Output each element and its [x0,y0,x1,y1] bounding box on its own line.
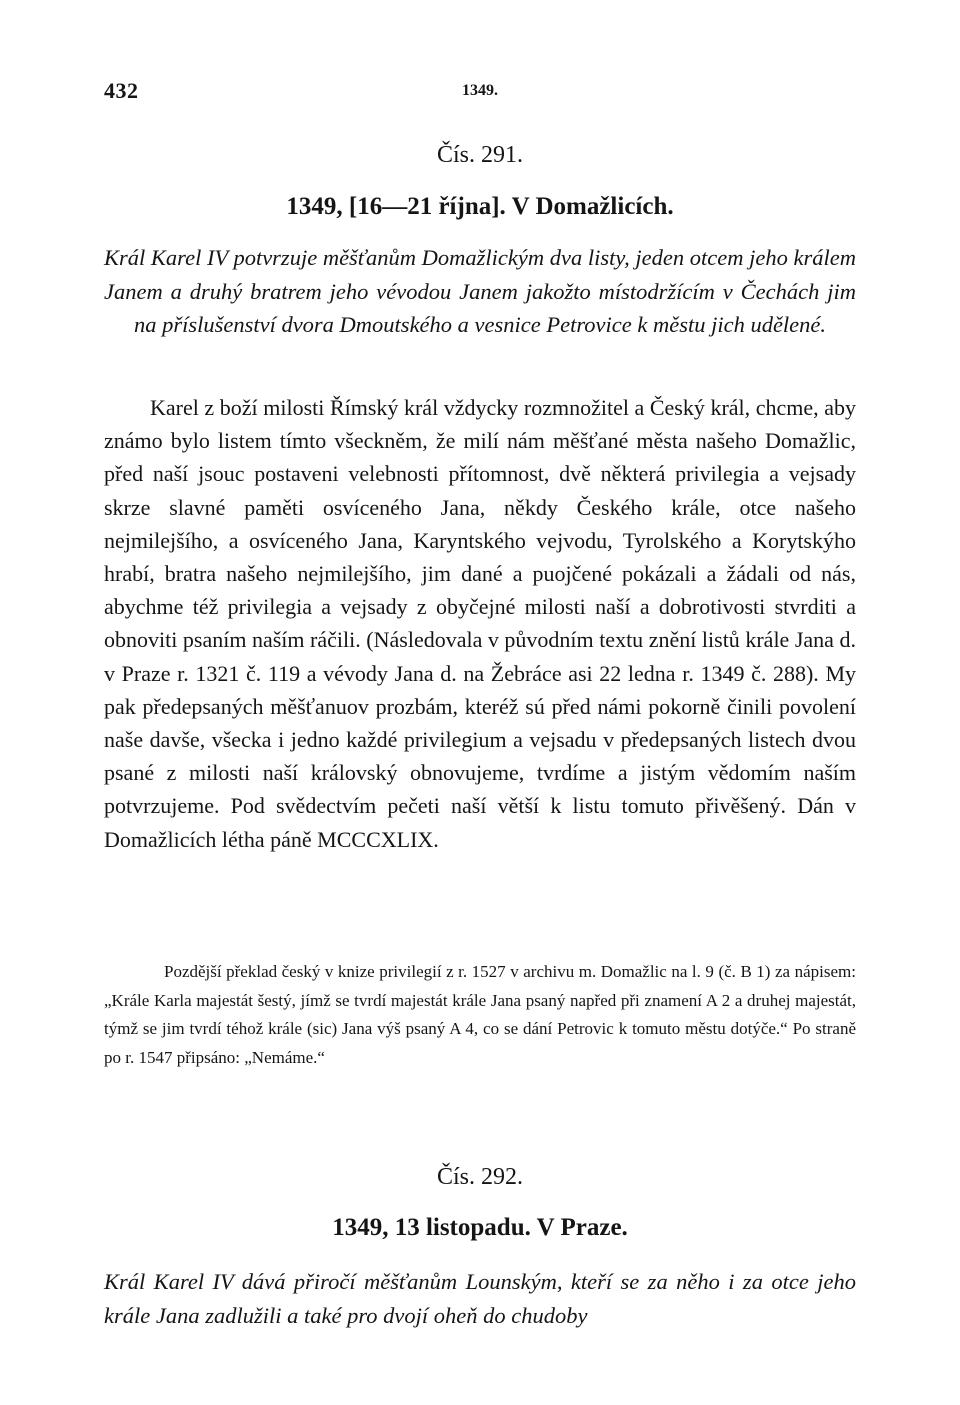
document-note: Pozdější překlad český v knize privilegií z r. 1527 v archivu m. Domažlic na l. 9 (č. B 1) za nápisem: „Krále Karla majestát šestý, jímž se tvrdí majestát krále Jana psaný napřed při znamení A 2 a druhej majestát, týmž se jim tvrdí téhož krále (sic) Jana výš psaný A 4, co se dání Petrovic k tomuto městu dotýče.“ Po straně po r. 1547 připsáno: „Nemáme.“ [104,962,856,1067]
document-number: Čís. 292. [436,1164,523,1190]
page-number: 432 [104,78,139,103]
document-date-place: 1349, 13 listopadu. V Praze. [332,1214,628,1241]
running-header-year: 1349. [462,82,498,99]
document-date-place: 1349, [16—21 října]. V Domažlicích. [286,193,674,220]
document-regest: Král Karel IV dává přiročí měšťanům Lounským, kteří se za něho i za otce jeho krále Jana zadlužili a také pro dvojí oheň do chudoby [104,1269,856,1328]
document-regest: Král Karel IV potvrzuje měšťanům Domažlickým dva listy, jeden otcem jeho králem Janem a druhý bratrem jeho vévodou Janem jakožto místodržícím v Čechách jim na příslušenství dvora Dmoutského a vesnice Petrovice k městu jich udělené. [104,245,856,337]
document-text: Karel z boží milosti Římský král vždycky rozmnožitel a Český král, chcme, aby známo bylo listem tímto všeckněm, že milí nám měšťané města našeho Domažlic, před naší jsouc postaveni velebnosti přítomnost, dvě některá privilegia a vejsady skrze slavné paměti osvíceného Jana, někdy Českého krále, otce našeho nejmilejšího, a osvíceného Jana, Karyntského vejvodu, Tyrolského a Korytskýho hrabí, bratra našeho nejmilejšího, jim dané a puojčené pokázali a žádali od nás, abychme též privilegia a vejsady z obyčejné milosti naší a dobrotivosti stvrditi a obnoviti psaním naším ráčili. (Následovala v původním textu znění listů krále Jana d. v Praze r. 1321 č. 119 a vévody Jana d. na Žebráce asi 22 ledna r. 1349 č. 288). My pak předepsaných měšťanuov prozbám, kteréž sú před námi pokorně činili povolení naše davše, všecka i jedno každé privilegium a vejsadu v předepsaných listech dvou psané z milosti naší královský obnovujeme, tvrdíme a jistým vědomím naším potvrzujeme. Pod svědectvím pečeti naší větší k listu tomuto přivěšený. Dán v Domažlicích létha páně MCCCXLIX. [104,395,856,852]
document-number: Čís. 291. [436,142,523,168]
